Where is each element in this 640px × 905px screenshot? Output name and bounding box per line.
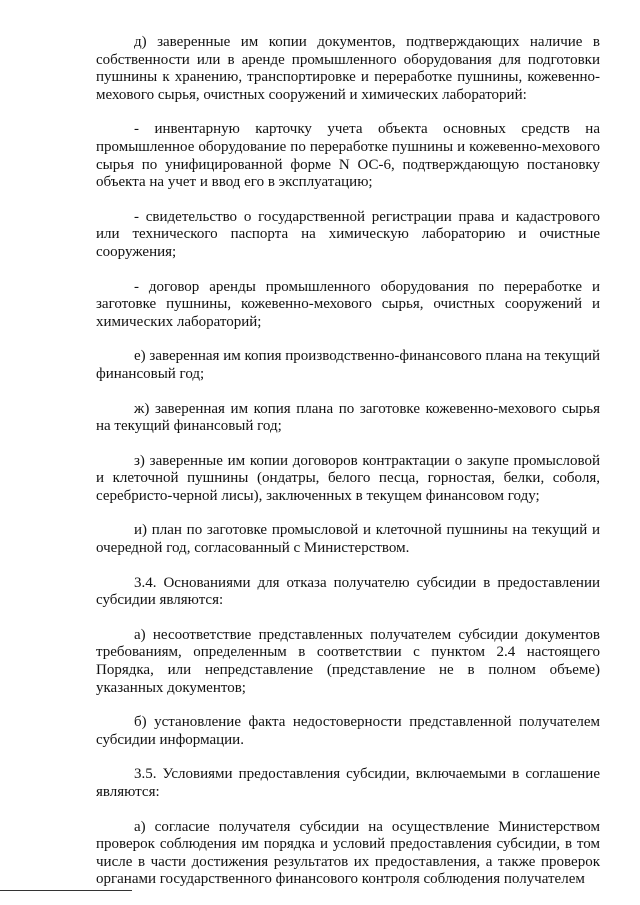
paragraph-a-consent-to-inspections: а) согласие получателя субсидии на осуществление Министерством проверок соблюдения им порядка и условий предоставления субсидии, в том числе в части достижения результатов их предоставления, а также проверок органами государственного финансового контроля соблюдения получателем [96,818,600,888]
paragraph-z-contract-copies: з) заверенные им копии договоров контрактации о закупе промысловой и клеточной пушнины (ондатры, белого песца, горностая, белки, соболя, серебристо-черной лисы), заключенных в текущем финансовом году; [96,452,600,504]
paragraph-3-5-conditions: 3.5. Условиями предоставления субсидии, включаемыми в соглашение являются: [96,766,600,800]
paragraph-zh-procurement-plan: ж) заверенная им копия плана по заготовке кожевенно-мехового сырья на текущий финансовый год; [96,400,600,435]
paragraph-3-4-refusal-grounds: 3.4. Основаниями для отказа получателю субсидии в предоставлении субсидии являются: [96,574,600,609]
footnote-divider [0,890,132,891]
paragraph-registration-certificate: - свидетельство о государственной регистрации права и кадастрового или технического паспорта на химическую лабораторию и очистные сооружения; [96,208,600,260]
paragraph-inventory-card: - инвентарную карточку учета объекта основных средств на промышленное оборудование по переработке пушнины и кожевенно-мехового сырья по унифицированной форме N ОС-6, подтверждающую постановку объекта на учет и ввод его в эксплуатацию; [96,121,600,191]
paragraph-b-false-information: б) установление факта недостоверности представленной получателем субсидии информации. [96,714,600,748]
paragraph-lease-agreement: - договор аренды промышленного оборудования по переработке и заготовке пушнины, кожевенно-мехового сырья, очистных сооружений и химических лабораторий; [96,278,600,330]
paragraph-a-noncompliance: а) несоответствие представленных получателем субсидии документов требованиям, определенным в соответствии с пунктом 2.4 настоящего Порядка, или непредставление (представление не в полном объеме) указанных документов; [96,626,600,696]
paragraph-d-copies-of-documents: д) заверенные им копии документов, подтверждающих наличие в собственности или в аренде промышленного оборудования для подготовки пушнины к хранению, транспортировке и переработке пушнины, кожевенно-мехового сырья, очистных сооружений и химических лабораторий: [96,34,600,103]
document-body [96,34,600,889]
paragraph-i-fur-plan: и) план по заготовке промысловой и клеточной пушнины на текущий и очередной год, согласованный с Министерством. [96,522,600,557]
paragraph-e-financial-plan: е) заверенная им копия производственно-финансового плана на текущий финансовый год; [96,348,600,382]
